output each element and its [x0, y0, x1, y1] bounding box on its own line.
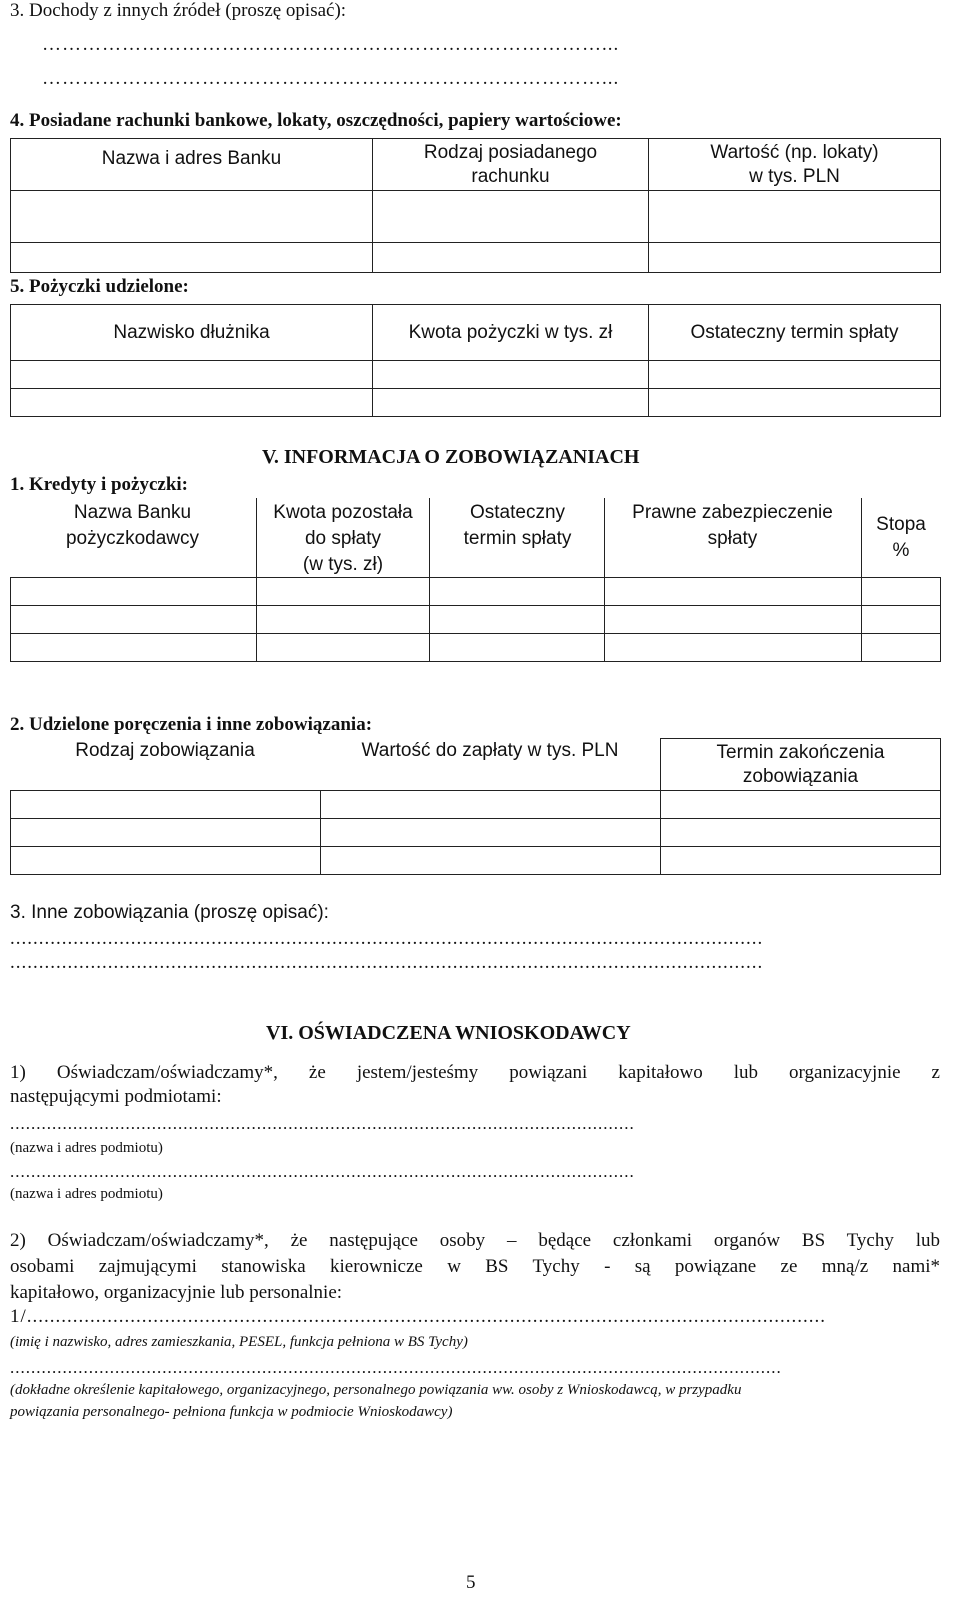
relationship-detail-label-1: (dokładne określenie kapitałowego, organizacyjnego, personalnego powiązania ww. osoby z Wnioskodawcą, w przypadku — [10, 1382, 742, 1398]
table-cell[interactable] — [257, 634, 430, 662]
table-cell[interactable] — [11, 191, 373, 243]
table-cell[interactable] — [430, 578, 605, 606]
col-header-value: Wartość (np. lokaty) w tys. PLN — [649, 139, 941, 191]
table-cell[interactable] — [257, 606, 430, 634]
table-cell[interactable] — [373, 243, 649, 273]
table-cell[interactable] — [11, 578, 257, 606]
col-header-amount-due: Wartość do zapłaty w tys. PLN — [361, 740, 619, 761]
col-header-debtor: Nazwisko dłużnika — [11, 305, 373, 361]
table-cell[interactable] — [661, 847, 941, 875]
table-cell[interactable] — [11, 243, 373, 273]
declaration-1-text-line-2: następującymi podmiotami: — [10, 1086, 222, 1107]
guarantees-end-header — [660, 738, 941, 791]
col-header-final-deadline: Ostateczny termin spłaty — [463, 502, 572, 549]
col-header-lender: Nazwa Banku pożyczkodawcy — [65, 502, 200, 549]
table-cell[interactable] — [257, 578, 430, 606]
table-cell[interactable] — [649, 243, 941, 273]
related-entity-line-2: ....................................................................................................................... — [10, 1162, 635, 1181]
col-header-remaining-amount: Kwota pozostała do spłaty (w tys. zł) — [273, 502, 413, 575]
table-cell[interactable] — [605, 634, 862, 662]
other-liabilities-line-2: ................................................................................................................................... — [10, 952, 764, 973]
part-heading-liabilities: V. INFORMACJA O ZOBOWIĄZANIACH — [262, 446, 640, 468]
declaration-2-text-line-3: kapitałowo, organizacyjnie lub personalnie: — [10, 1282, 343, 1303]
declaration-1-text-line-1: 1) Oświadczam/oświadczamy*, że jestem/jesteśmy powiązani kapitałowo lub organizacyjnie z — [10, 1062, 940, 1083]
table-cell[interactable] — [430, 606, 605, 634]
col-header-loan-amount: Kwota pożyczki w tys. zł — [373, 305, 649, 361]
other-income-line-2: …………………………………………………………………………... — [42, 68, 620, 89]
table-cell[interactable] — [373, 361, 649, 389]
relationship-detail-line: ................................................................................................................................................... — [10, 1358, 782, 1377]
table-cell[interactable] — [321, 819, 661, 847]
declaration-2-text-line-2: osobami zajmującymi stanowiska kierownicze w BS Tychy - są powiązane ze mną/z nami* — [10, 1256, 940, 1277]
col-header-interest-rate: Stopa % — [876, 514, 926, 561]
table-cell[interactable] — [649, 191, 941, 243]
relationship-detail-label-2: powiązania personalnego- pełniona funkcja w podmiocie Wnioskodawcy) — [10, 1404, 453, 1420]
subsection-title-guarantees: 2. Udzielone poręczenia i inne zobowiązania: — [10, 714, 373, 735]
declaration-2-text-line-1: 2) Oświadczam/oświadczamy*, że następujące osoby – będące członkami organów BS Tychy lub — [10, 1230, 940, 1251]
related-person-line: 1/........................................................................................................................................... — [10, 1306, 827, 1327]
col-header-account-type: Rodzaj posiadanego rachunku — [373, 139, 649, 191]
table-cell[interactable] — [11, 791, 321, 819]
credits-table — [10, 577, 941, 662]
table-cell[interactable] — [661, 791, 941, 819]
table-cell[interactable] — [649, 361, 941, 389]
table-cell[interactable] — [862, 578, 941, 606]
col-header-loan-deadline: Ostateczny termin spłaty — [649, 305, 941, 361]
col-header-bank: Nazwa i adres Banku — [11, 139, 373, 191]
related-entity-line-1: ....................................................................................................................... — [10, 1114, 635, 1133]
related-person-label: (imię i nazwisko, adres zamieszkania, PESEL, funkcja pełniona w BS Tychy) — [10, 1334, 468, 1350]
other-income-line-1: …………………………………………………………………………... — [42, 34, 620, 55]
table-cell[interactable] — [649, 389, 941, 417]
table-cell[interactable] — [661, 819, 941, 847]
table-cell[interactable] — [430, 634, 605, 662]
related-entity-label-1: (nazwa i adres podmiotu) — [10, 1140, 163, 1156]
subsection-title-other-liabilities: 3. Inne zobowiązania (proszę opisać): — [10, 902, 329, 923]
part-heading-declarations: VI. OŚWIADCZENA WNIOSKODAWCY — [266, 1022, 631, 1044]
section-title-loans-given: 5. Pożyczki udzielone: — [10, 276, 189, 297]
col-header-end-date: Termin zakończenia zobowiązania — [661, 739, 941, 791]
table-cell[interactable] — [605, 606, 862, 634]
subsection-title-credits: 1. Kredyty i pożyczki: — [10, 474, 189, 495]
table-cell[interactable] — [321, 791, 661, 819]
guarantees-table — [10, 790, 941, 875]
table-cell[interactable] — [862, 634, 941, 662]
col-header-liability-kind: Rodzaj zobowiązania — [75, 740, 255, 761]
other-liabilities-line-1: ................................................................................................................................... — [10, 928, 764, 949]
table-cell[interactable] — [11, 819, 321, 847]
section-title-other-income: 3. Dochody z innych źródeł (proszę opisać): — [10, 0, 347, 21]
table-cell[interactable] — [11, 634, 257, 662]
loans-given-table — [10, 304, 941, 417]
table-cell[interactable] — [321, 847, 661, 875]
table-cell[interactable] — [11, 361, 373, 389]
table-cell[interactable] — [11, 606, 257, 634]
col-header-legal-security: Prawne zabezpieczenie spłaty — [632, 502, 833, 549]
table-cell[interactable] — [11, 389, 373, 417]
table-cell[interactable] — [11, 847, 321, 875]
bank-accounts-table — [10, 138, 941, 273]
table-cell[interactable] — [605, 578, 862, 606]
section-title-bank-accounts: 4. Posiadane rachunki bankowe, lokaty, oszczędności, papiery wartościowe: — [10, 110, 622, 131]
related-entity-label-2: (nazwa i adres podmiotu) — [10, 1186, 163, 1202]
table-cell[interactable] — [373, 389, 649, 417]
page-number: 5 — [466, 1572, 476, 1593]
table-cell[interactable] — [862, 606, 941, 634]
table-cell[interactable] — [373, 191, 649, 243]
